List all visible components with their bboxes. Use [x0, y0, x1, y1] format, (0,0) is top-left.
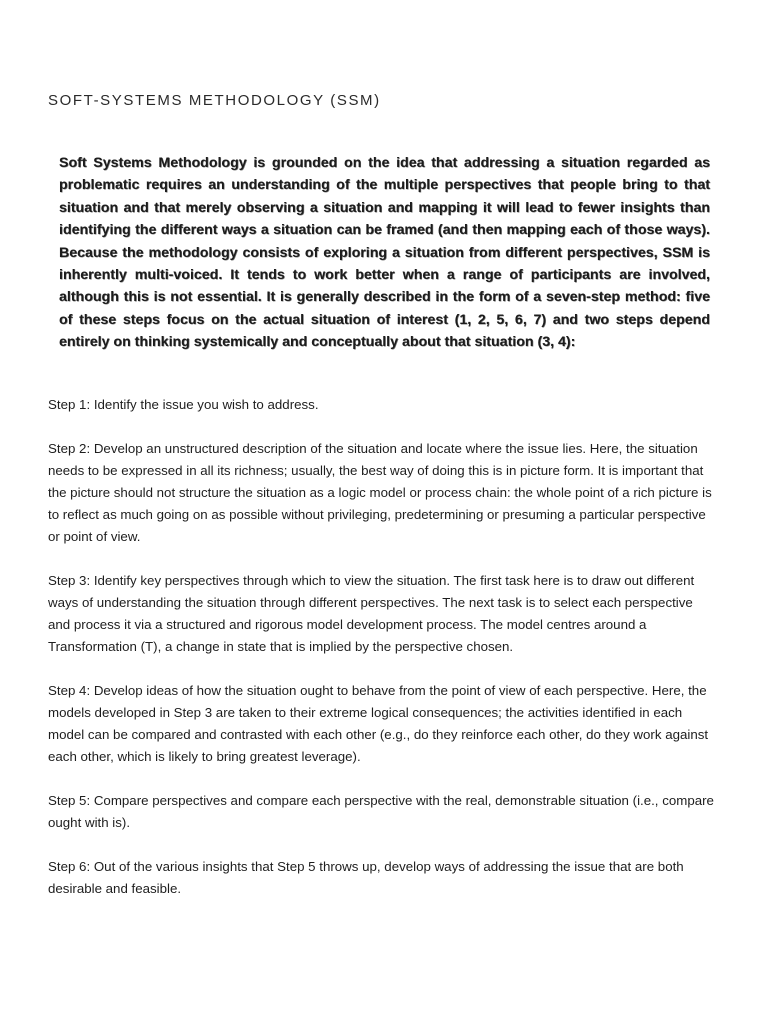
steps-list	[48, 394, 716, 922]
step-1: Step 1: Identify the issue you wish to address.	[48, 397, 319, 412]
step-6: Step 6: Out of the various insights that Step 5 throws up, develop ways of addressing the issue that are both desirable and feasible.	[48, 859, 684, 896]
step-5: Step 5: Compare perspectives and compare each perspective with the real, demonstrable situation (i.e., compare ought with is).	[48, 793, 714, 830]
page-title: SOFT-SYSTEMS METHODOLOGY (SSM)	[48, 92, 381, 109]
step-3: Step 3: Identify key perspectives through which to view the situation. The first task here is to draw out different ways of understanding the situation through different perspectives. The next task is to select each perspective and process it via a structured and rigorous model development process. The model centres around a Transformation (T), a change in state that is implied by the perspective chosen.	[48, 573, 695, 654]
intro-paragraph: Soft Systems Methodology is grounded on the idea that addressing a situation regarded as problematic requires an understanding of the multiple perspectives that people bring to that situation and that merely observing a situation and mapping it will lead to fewer insights than identifying the different ways a situation can be framed (and then mapping each of those ways). Because the methodology consists of exploring a situation from different perspectives, SSM is inherently multi-voiced. It tends to work better when a range of participants are involved, although this is not essential. It is generally described in the form of a seven-step method: five of these steps focus on the actual situation of interest (1, 2, 5, 6, 7) and two steps depend entirely on thinking systemically and conceptually about that situation (3, 4):	[59, 155, 710, 351]
step-4: Step 4: Develop ideas of how the situation ought to behave from the point of view of each perspective. Here, the models developed in Step 3 are taken to their extreme logical consequences; the activities identified in each model can be compared and contrasted with each other (e.g., do they reinforce each other, do they work against each other, which is likely to bring greatest leverage).	[48, 683, 709, 764]
step-2: Step 2: Develop an unstructured description of the situation and locate where the issue lies. Here, the situation needs to be expressed in all its richness; usually, the best way of doing this is in picture form. It is important that the picture should not structure the situation as a logic model or process chain: the whole point of a rich picture is to reflect as much going on as possible without privileging, predetermining or presuming a particular perspective or point of view.	[48, 441, 712, 544]
